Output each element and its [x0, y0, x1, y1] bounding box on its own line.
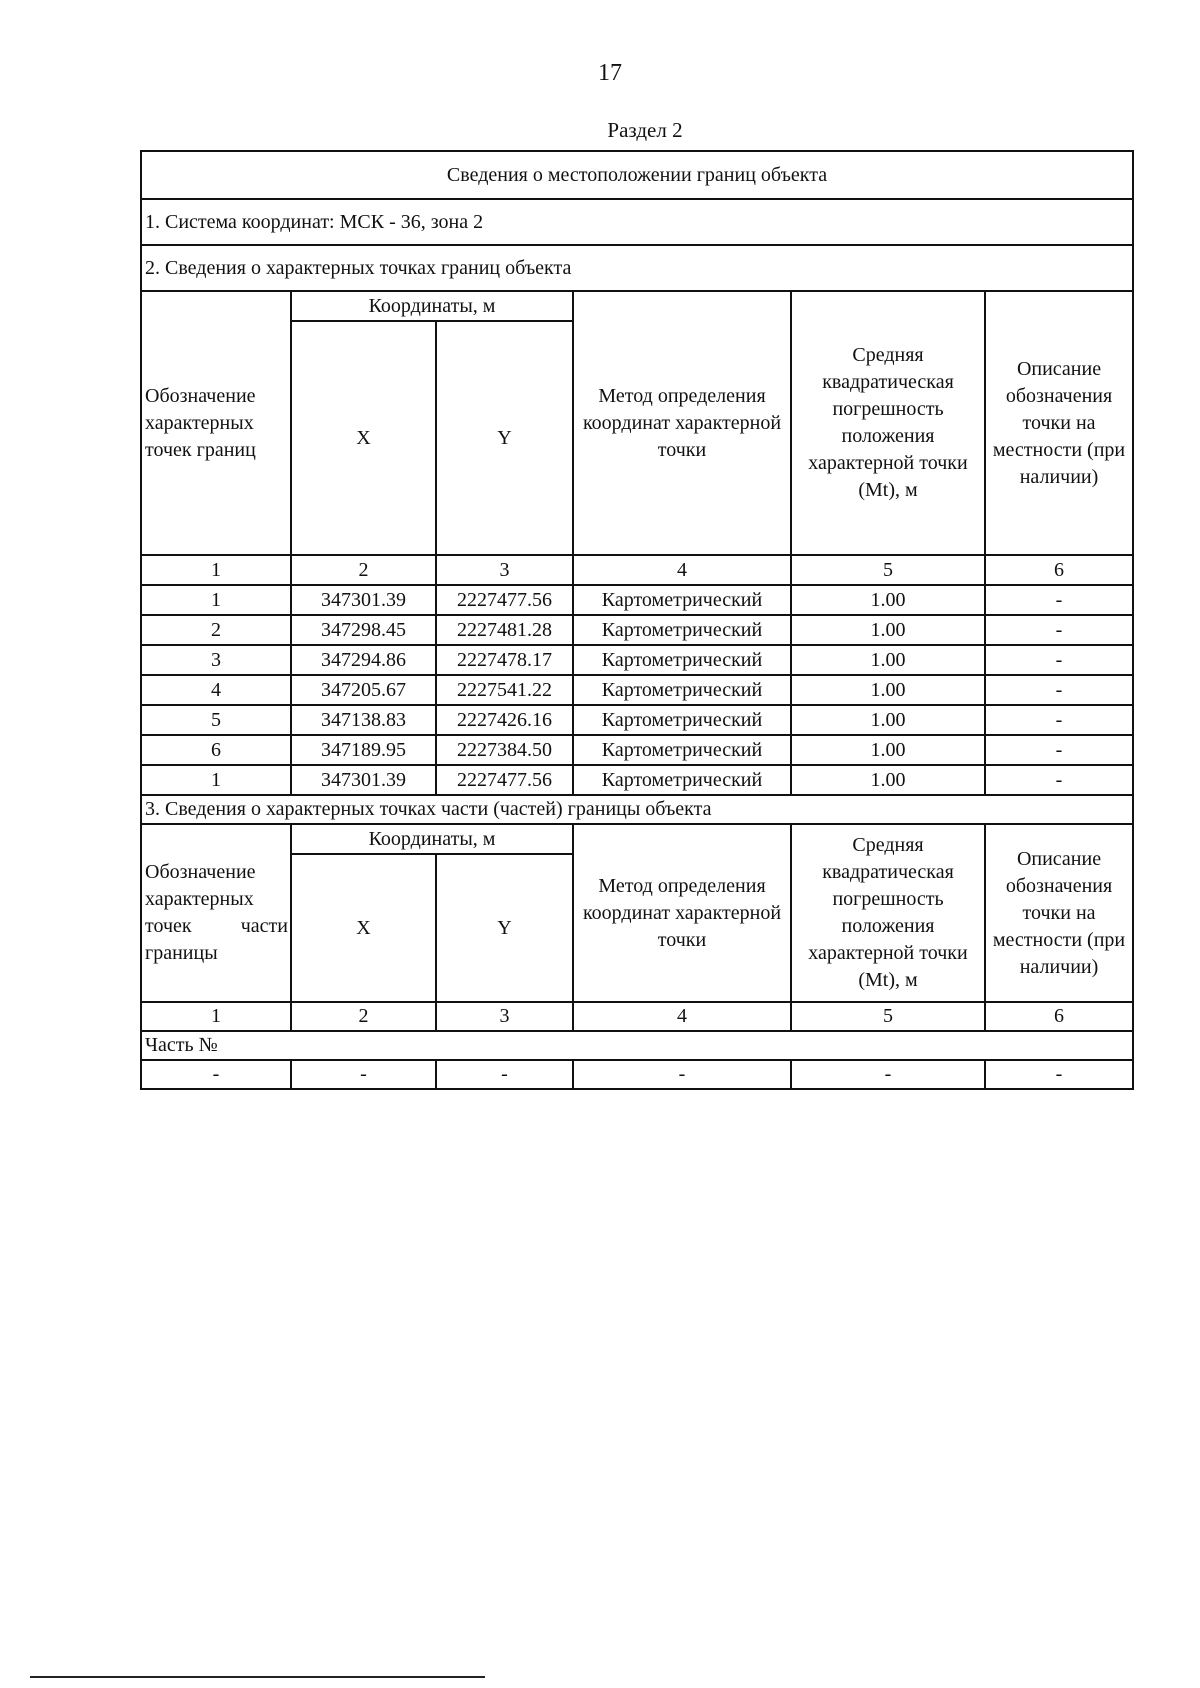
column-number: 6	[985, 555, 1133, 585]
table-row	[141, 765, 1133, 795]
description-value: -	[985, 705, 1133, 735]
table-row	[141, 735, 1133, 765]
coordinate-system: 1. Система координат: МСК - 36, зона 2	[141, 199, 1133, 245]
empty-cell: -	[791, 1060, 985, 1089]
description-value: -	[985, 645, 1133, 675]
empty-cell: -	[436, 1060, 573, 1089]
table-row	[141, 585, 1133, 615]
method-value: Картометрический	[573, 705, 791, 735]
point-number: 1	[141, 765, 291, 795]
s3-header-y: Y	[436, 854, 573, 1002]
boundary-table	[140, 150, 1134, 1090]
column-number: 1	[141, 555, 291, 585]
s3-header-coordinates: Координаты, м	[291, 824, 573, 854]
description-value: -	[985, 675, 1133, 705]
x-value: 347205.67	[291, 675, 436, 705]
s2-header-description: Описание обозначения точки на местности (при наличии)	[985, 291, 1133, 555]
column-number: 5	[791, 555, 985, 585]
empty-cell: -	[141, 1060, 291, 1089]
point-number: 3	[141, 645, 291, 675]
y-value: 2227426.16	[436, 705, 573, 735]
table-row	[141, 705, 1133, 735]
section3-title: 3. Сведения о характерных точках части (частей) границы объекта	[141, 795, 1133, 824]
point-number: 6	[141, 735, 291, 765]
description-value: -	[985, 735, 1133, 765]
section2-title: 2. Сведения о характерных точках границ объекта	[141, 245, 1133, 291]
column-number: 3	[436, 1002, 573, 1031]
y-value: 2227541.22	[436, 675, 573, 705]
error-value: 1.00	[791, 615, 985, 645]
x-value: 347138.83	[291, 705, 436, 735]
column-number: 6	[985, 1002, 1133, 1031]
y-value: 2227481.28	[436, 615, 573, 645]
description-value: -	[985, 765, 1133, 795]
y-value: 2227477.56	[436, 765, 573, 795]
method-value: Картометрический	[573, 675, 791, 705]
column-number: 1	[141, 1002, 291, 1031]
column-number: 2	[291, 1002, 436, 1031]
x-value: 347301.39	[291, 765, 436, 795]
error-value: 1.00	[791, 675, 985, 705]
empty-cell: -	[573, 1060, 791, 1089]
s3-designation-line: точек части	[145, 915, 288, 937]
y-value: 2227384.50	[436, 735, 573, 765]
s3-header-designation	[141, 824, 291, 1002]
table-row	[141, 645, 1133, 675]
error-value: 1.00	[791, 735, 985, 765]
method-value: Картометрический	[573, 585, 791, 615]
point-number: 5	[141, 705, 291, 735]
s2-header-error: Средняя квадратическая погрешность положения характерной точки (Mt), м	[791, 291, 985, 555]
column-number: 3	[436, 555, 573, 585]
point-number: 4	[141, 675, 291, 705]
description-value: -	[985, 585, 1133, 615]
table-title: Сведения о местоположении границ объекта	[141, 151, 1133, 199]
s2-header-x: X	[291, 321, 436, 555]
page-number: 17	[598, 60, 622, 86]
x-value: 347298.45	[291, 615, 436, 645]
s2-column-numbers	[141, 555, 1133, 585]
x-value: 347294.86	[291, 645, 436, 675]
method-value: Картометрический	[573, 765, 791, 795]
x-value: 347189.95	[291, 735, 436, 765]
s3-header-x: X	[291, 854, 436, 1002]
s2-header-designation: Обозначение характерных точек границ	[141, 291, 291, 555]
column-number: 2	[291, 555, 436, 585]
s3-designation-line: характерных	[145, 888, 254, 910]
s3-designation-line: границы	[145, 942, 218, 964]
bottom-rule	[30, 1676, 485, 1678]
table-row	[141, 615, 1133, 645]
column-number: 5	[791, 1002, 985, 1031]
table-row	[141, 675, 1133, 705]
point-number: 1	[141, 585, 291, 615]
column-number: 4	[573, 1002, 791, 1031]
table-row	[141, 1060, 1133, 1089]
error-value: 1.00	[791, 585, 985, 615]
column-number: 4	[573, 555, 791, 585]
error-value: 1.00	[791, 705, 985, 735]
empty-cell: -	[291, 1060, 436, 1089]
method-value: Картометрический	[573, 615, 791, 645]
part-label: Часть №	[141, 1031, 1133, 1060]
y-value: 2227478.17	[436, 645, 573, 675]
y-value: 2227477.56	[436, 585, 573, 615]
s2-header-coordinates: Координаты, м	[291, 291, 573, 321]
description-value: -	[985, 615, 1133, 645]
error-value: 1.00	[791, 765, 985, 795]
s3-header-description: Описание обозначения точки на местности (при наличии)	[985, 824, 1133, 1002]
empty-cell: -	[985, 1060, 1133, 1089]
section-label: Раздел 2	[607, 118, 683, 142]
point-number: 2	[141, 615, 291, 645]
error-value: 1.00	[791, 645, 985, 675]
s3-header-method: Метод определения координат характерной точки	[573, 824, 791, 1002]
x-value: 347301.39	[291, 585, 436, 615]
s2-header-method: Метод определения координат характерной точки	[573, 291, 791, 555]
method-value: Картометрический	[573, 645, 791, 675]
s2-header-y: Y	[436, 321, 573, 555]
s3-designation-line: Обозначение	[145, 861, 256, 883]
method-value: Картометрический	[573, 735, 791, 765]
s3-header-error: Средняя квадратическая погрешность положения характерной точки (Mt), м	[791, 824, 985, 1002]
s3-column-numbers	[141, 1002, 1133, 1031]
